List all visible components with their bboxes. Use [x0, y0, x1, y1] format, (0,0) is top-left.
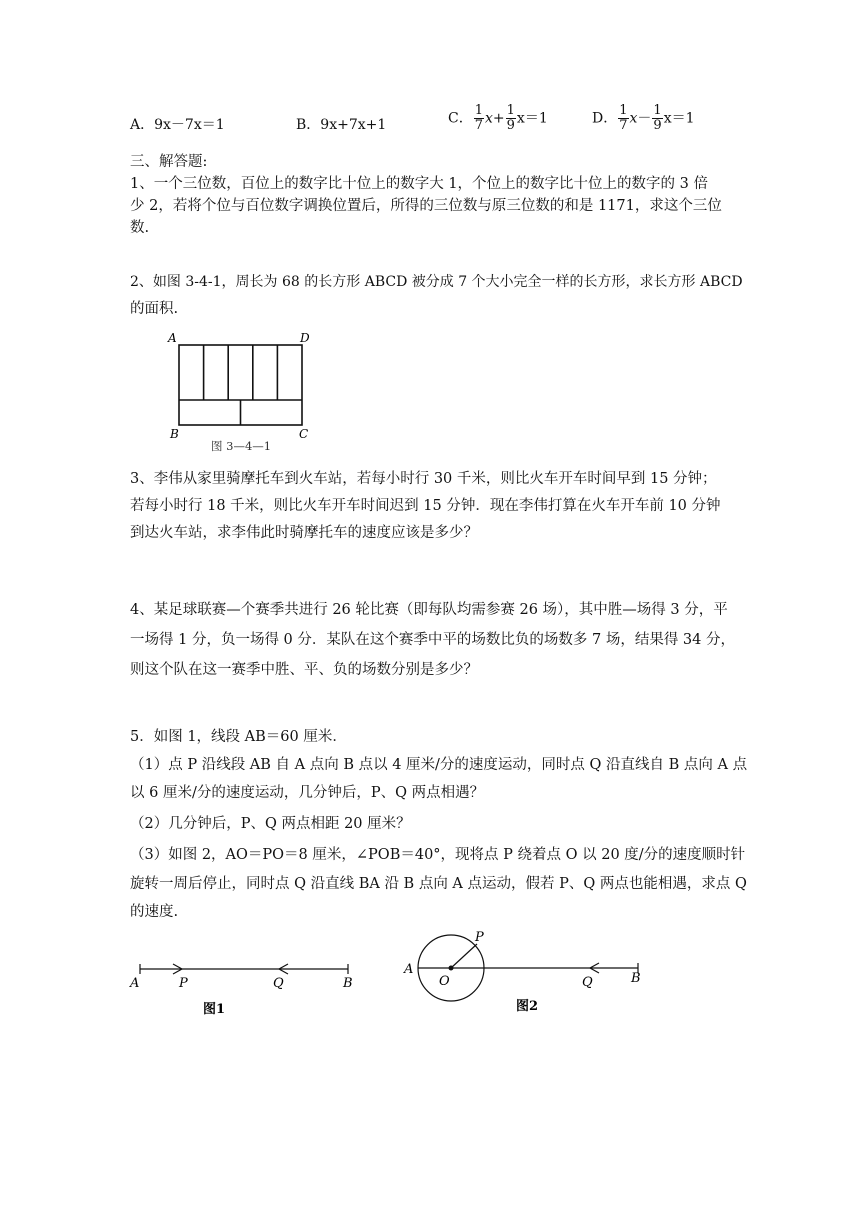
- option-a: A．9x－7x＝1: [130, 117, 225, 133]
- q5-line: （2）几分钟后，P、Q 两点相距 20 厘米？: [130, 816, 411, 832]
- q5-line: （1）点 P 沿线段 AB 自 A 点向 B 点以 4 厘米/分的速度运动，同时点 Q 沿直线自 B 点向 A 点: [130, 757, 748, 773]
- fraction-one-ninth: $\frac{1}{9}$: [506, 103, 515, 133]
- option-c: C． $\frac{1}{7}$ x+ $\frac{1}{9}$ x＝1: [448, 103, 548, 133]
- q2-line: 2、如图 3-4-1，周长为 68 的长方形 ABCD 被分成 7 个大小完全一样的长方形，求长方形 ABCD: [130, 274, 743, 290]
- option-b: B．9x+7x+1: [296, 117, 387, 133]
- q5-line: 旋转一周后停止，同时点 Q 沿直线 BA 沿 B 点向 A 点运动，假若 P、Q 两点也能相遇，求点 Q: [130, 876, 747, 892]
- q1-line: 少 2，若将个位与百位数字调换位置后，所得的三位数与原三位数的和是 1171，求这个三位: [130, 198, 722, 214]
- label-b: B: [343, 976, 353, 991]
- figure-caption: 图1: [203, 1002, 226, 1017]
- figure-1: [125, 955, 370, 1020]
- fraction-one-seventh: $\frac{1}{7}$: [474, 103, 483, 133]
- point-o: [449, 966, 454, 971]
- option-d-label: D．: [592, 110, 618, 127]
- q3-line: 若每小时行 18 千米，则比火车开车时间迟到 15 分钟．现在李伟打算在火车开车前 10 分钟: [130, 498, 721, 514]
- q5-line: 的速度.: [130, 904, 179, 920]
- q2-line: 的面积.: [130, 301, 179, 317]
- figure-caption: 图 3—4—1: [211, 439, 272, 453]
- section-title: 三、解答题:: [130, 154, 208, 170]
- q1-line: 数.: [130, 220, 150, 236]
- option-d: D． $\frac{1}{7}$ x－ $\frac{1}{9}$ x＝1: [592, 103, 695, 133]
- label-a: A: [130, 976, 140, 991]
- label-p: P: [179, 976, 188, 991]
- label-p: P: [475, 930, 484, 945]
- label-a: A: [404, 962, 414, 977]
- option-c-label: C．: [448, 110, 473, 127]
- label-q: Q: [582, 975, 593, 990]
- q4-line: 4、某足球联赛—个赛季共进行 26 轮比赛（即每队均需参赛 26 场），其中胜—场得 3 分，平: [130, 602, 728, 618]
- q5-line: （3）如图 2，AO＝PO＝8 厘米，∠POB＝40°，现将点 P 绕着点 O 以 20 度/分的速度顺时针: [130, 847, 746, 863]
- label-c: C: [299, 427, 309, 441]
- label-b: B: [170, 427, 179, 441]
- label-q: Q: [273, 976, 284, 991]
- fraction-one-seventh: $\frac{1}{7}$: [619, 103, 628, 133]
- label-d: D: [300, 331, 310, 345]
- label-a: A: [168, 331, 177, 345]
- q5-line: 5．如图 1，线段 AB＝60 厘米．: [130, 729, 347, 745]
- q3-line: 3、李伟从家里骑摩托车到火车站，若每小时行 30 千米，则比火车开车时间早到 15 分钟；: [130, 471, 717, 487]
- segment-op: [451, 944, 477, 968]
- label-o: O: [439, 974, 450, 989]
- figure-2: [395, 925, 660, 1020]
- fraction-one-ninth: $\frac{1}{9}$: [653, 103, 662, 133]
- figure-3-4-1: [165, 328, 325, 458]
- figure-caption: 图2: [516, 999, 539, 1014]
- q5-line: 以 6 厘米/分的速度运动，几分钟后，P、Q 两点相遇？: [130, 785, 485, 801]
- label-b: B: [631, 971, 641, 986]
- q1-line: 1、一个三位数，百位上的数字比十位上的数字大 1，个位上的数字比十位上的数字的 3 倍: [130, 176, 708, 192]
- q4-line: 一场得 1 分，负一场得 0 分．某队在这个赛季中平的场数比负的场数多 7 场，结果得 34 分，: [130, 632, 735, 648]
- q4-line: 则这个队在这一赛季中胜、平、负的场数分别是多少？: [130, 662, 478, 678]
- q3-line: 到达火车站，求李伟此时骑摩托车的速度应该是多少？: [130, 525, 478, 541]
